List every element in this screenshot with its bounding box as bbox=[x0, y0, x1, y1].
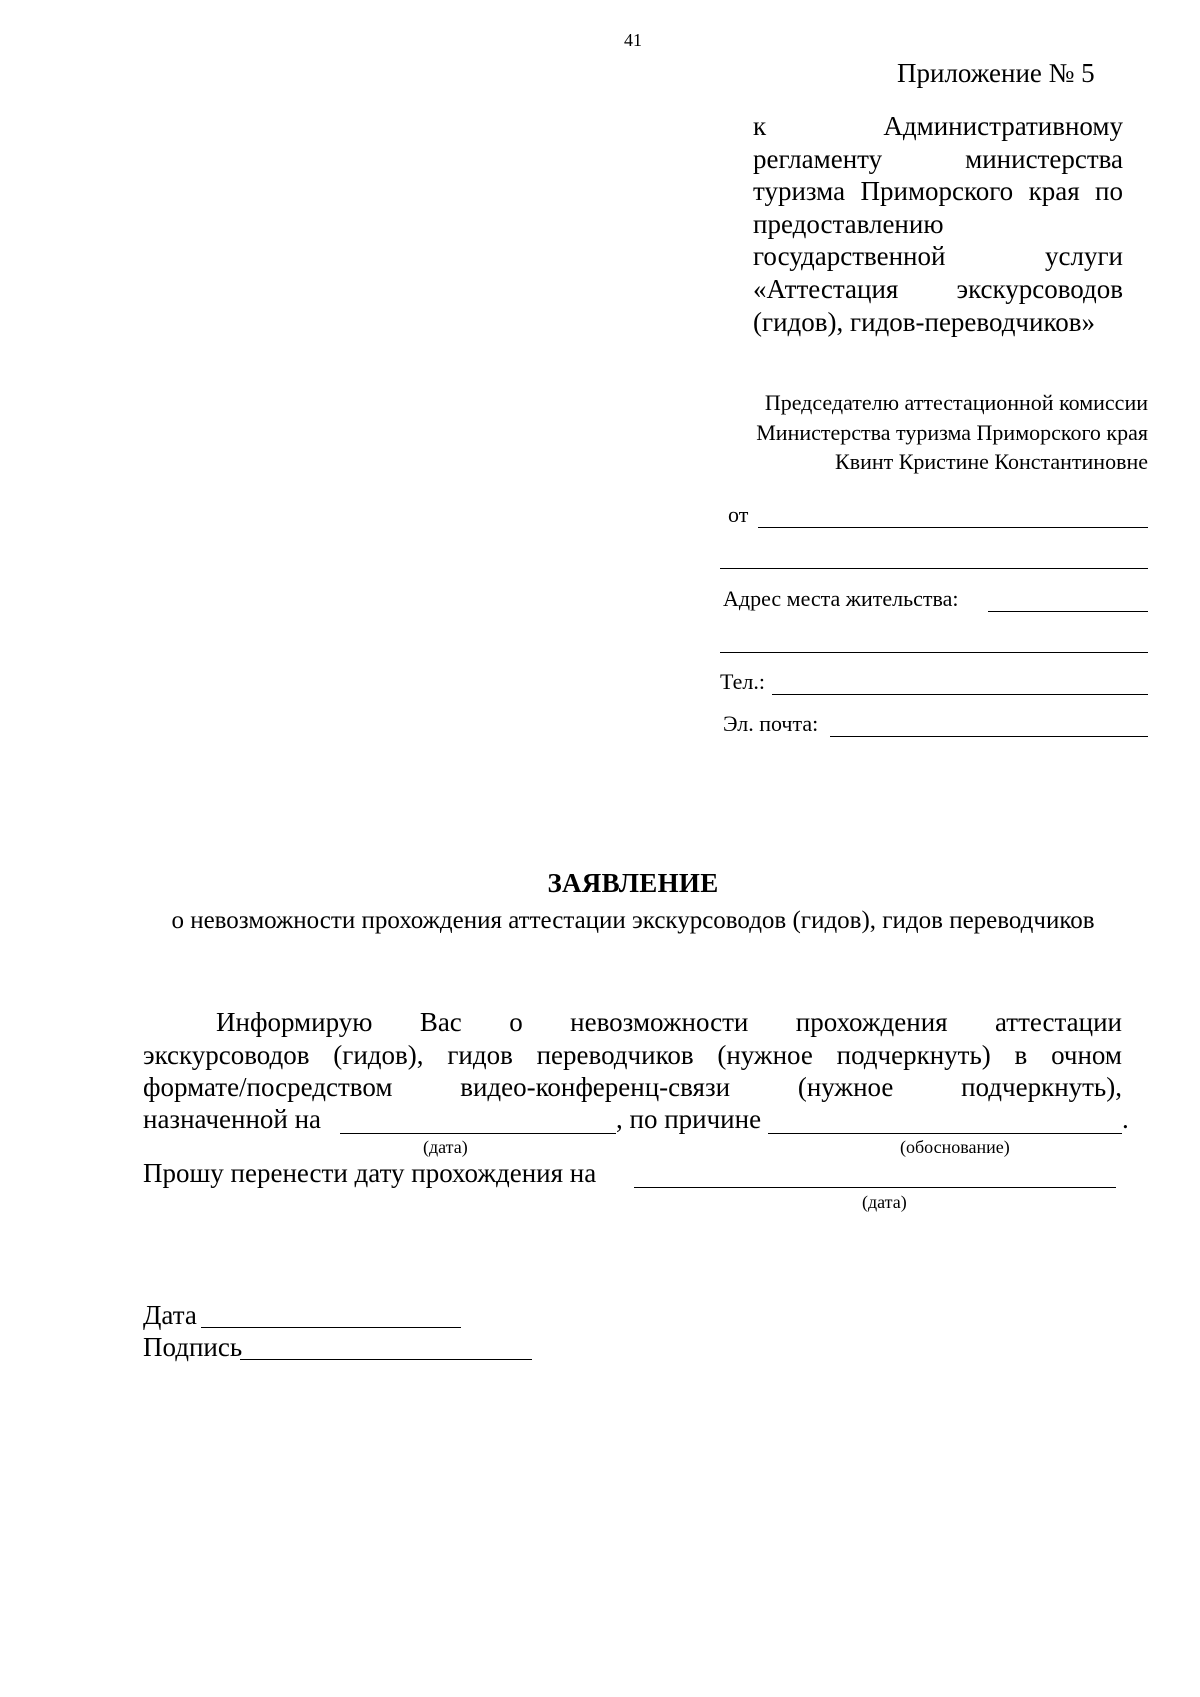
address-label: Адрес места жительства: bbox=[723, 586, 959, 611]
reason-line[interactable] bbox=[768, 1133, 1122, 1134]
reason-label: , по причине bbox=[616, 1104, 762, 1134]
date-caption: (дата) bbox=[423, 1137, 468, 1157]
statement-heading: ЗАЯВЛЕНИЕ bbox=[547, 868, 719, 898]
appendix-reference bbox=[753, 110, 1123, 338]
appendix-title: Приложение № 5 bbox=[897, 58, 1095, 88]
signature-label: Подпись bbox=[143, 1332, 243, 1362]
statement-subtitle: о невозможности прохождения аттестации экскурсоводов (гидов), гидов переводчиков bbox=[171, 907, 1095, 934]
address-field-line[interactable] bbox=[988, 611, 1148, 612]
addressee-block bbox=[690, 388, 1148, 477]
email-label: Эл. почта: bbox=[723, 711, 819, 736]
addressee-line: Квинт Кристине Константиновне bbox=[835, 449, 1148, 474]
appendix-ref-line: предоставлению bbox=[753, 208, 944, 239]
assigned-date-label: назначенной на bbox=[143, 1104, 322, 1134]
phone-label: Тел.: bbox=[720, 669, 765, 694]
reason-caption: (обоснование) bbox=[900, 1137, 1010, 1157]
appendix-ref-line: (гидов), гидов-переводчиков» bbox=[753, 306, 1095, 337]
signature-date-line[interactable] bbox=[201, 1327, 461, 1328]
signature-date-label: Дата bbox=[143, 1300, 197, 1330]
appendix-ref-line: туризма Приморского края по bbox=[753, 176, 1123, 207]
appendix-ref-line: «Аттестация экскурсоводов bbox=[753, 273, 1123, 304]
body-line: Информирую Вас о невозможности прохождения аттестации bbox=[216, 1007, 1122, 1037]
sentence-end-dot: . bbox=[1122, 1104, 1129, 1134]
assigned-date-line[interactable] bbox=[340, 1133, 616, 1134]
addressee-line: Министерства туризма Приморского края bbox=[756, 419, 1148, 445]
body-line: формате/посредством видео-конференц-связи (нужное подчеркнуть), bbox=[143, 1072, 1122, 1103]
from-field-line[interactable] bbox=[758, 527, 1148, 528]
body-line: экскурсоводов (гидов), гидов переводчиков (нужное подчеркнуть) в очном bbox=[143, 1039, 1122, 1070]
appendix-ref-line: регламенту министерства bbox=[753, 143, 1123, 174]
addressee-line: Председателю аттестационной комиссии bbox=[764, 390, 1148, 415]
reschedule-date-caption: (дата) bbox=[862, 1192, 907, 1212]
from-label: от bbox=[728, 502, 749, 527]
appendix-ref-line: государственной услуги bbox=[753, 241, 1123, 272]
reschedule-text: Прошу перенести дату прохождения на bbox=[143, 1158, 597, 1188]
appendix-ref-line: к Административному bbox=[753, 111, 1123, 141]
address-field-line-2[interactable] bbox=[720, 652, 1148, 653]
signature-line[interactable] bbox=[240, 1359, 532, 1360]
from-field-line-2[interactable] bbox=[720, 568, 1148, 569]
reschedule-date-line[interactable] bbox=[634, 1187, 1116, 1188]
phone-field-line[interactable] bbox=[772, 694, 1148, 695]
page-number: 41 bbox=[624, 30, 642, 50]
statement-body bbox=[143, 1006, 1122, 1104]
email-field-line[interactable] bbox=[830, 736, 1148, 737]
